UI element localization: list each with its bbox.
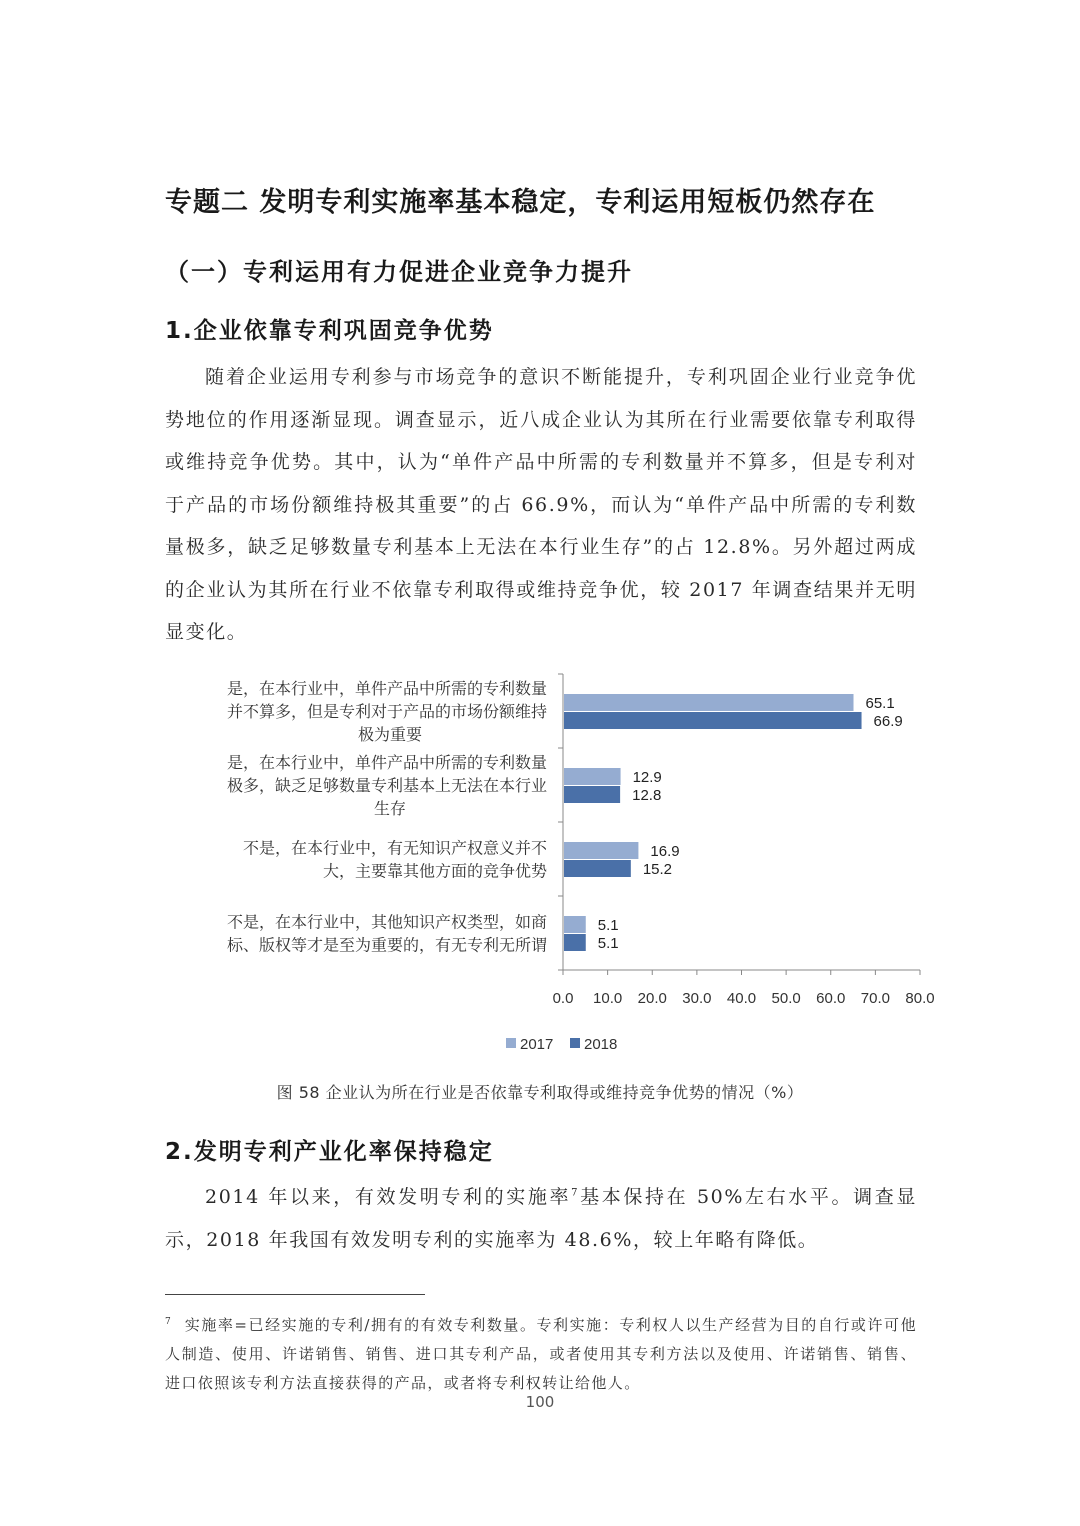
data-label: 15.2 xyxy=(642,861,673,878)
x-tick-label: 70.0 xyxy=(860,990,890,1007)
legend-label: 2017 xyxy=(520,1036,554,1053)
data-label: 5.1 xyxy=(597,935,619,952)
category-label: 不是，在本行业中，其他知识产权类型，如商 xyxy=(226,912,547,932)
bar-chart xyxy=(150,660,950,1060)
legend-swatch-2017 xyxy=(506,1038,516,1048)
footnote xyxy=(165,1308,917,1398)
category-label: 不是，在本行业中，有无知识产权意义并不 xyxy=(242,838,547,858)
subsection-heading-2: 2.发明专利产业化率保持稳定 xyxy=(165,1139,494,1165)
x-tick-label: 80.0 xyxy=(905,990,935,1007)
footnote-reference: 7 xyxy=(571,1187,580,1199)
paragraph-1: 随着企业运用专利参与市场竞争的意识不断能提升，专利巩固企业行业竞争优势地位的作用逐渐显现。调查显示，近八成企业认为其所在行业需要依靠专利取得或维持竞争优势。其中，认为“单件产品中所需的专利数量并不算多，但是专利对于产品的市场份额维持极其重要”的占 66.9%，而认为“单件产品中所需的专利数量极多，缺乏足够数量专利基本上无法在本行业生存”的占 12.8%。另外超过两成的企业认为其所在行业不依靠专利取得或维持竞争优，较 2017 年调查结果并无明显变化。 xyxy=(165,366,917,643)
data-label: 65.1 xyxy=(865,695,895,712)
category-label: 极为重要 xyxy=(357,725,423,744)
bar-2017 xyxy=(564,842,638,859)
bar-2018 xyxy=(564,934,586,951)
bar-2017 xyxy=(564,694,854,711)
topic-heading: 专题二 发明专利实施率基本稳定，专利运用短板仍然存在 xyxy=(165,187,876,218)
category-label: 生存 xyxy=(373,799,407,818)
legend-swatch-2018 xyxy=(570,1038,580,1048)
section-heading: （一）专利运用有力促进企业竞争力提升 xyxy=(165,258,633,286)
x-tick-label: 30.0 xyxy=(682,990,712,1007)
x-tick-label: 10.0 xyxy=(593,990,623,1007)
paragraph-2-part-1: 2014 年以来，有效发明专利的实施率 xyxy=(205,1186,572,1208)
chart-svg xyxy=(150,660,950,1060)
data-label: 12.8 xyxy=(632,787,662,804)
bar-2018 xyxy=(564,786,620,803)
x-tick-label: 0.0 xyxy=(552,990,574,1007)
category-label: 大，主要靠其他方面的竞争优势 xyxy=(322,861,547,881)
category-label: 标、版权等才是至为重要的，有无专利无所谓 xyxy=(226,935,547,955)
category-label: 是，在本行业中，单件产品中所需的专利数量 xyxy=(226,753,547,772)
data-label: 66.9 xyxy=(873,713,903,730)
category-label: 是，在本行业中，单件产品中所需的专利数量 xyxy=(226,679,547,698)
paragraph-2 xyxy=(165,1176,917,1261)
bar-2018 xyxy=(564,860,631,877)
x-tick-label: 20.0 xyxy=(637,990,667,1007)
x-tick-label: 50.0 xyxy=(771,990,801,1007)
x-tick-label: 40.0 xyxy=(726,990,757,1007)
bar-2017 xyxy=(564,916,586,933)
paragraph-2-part-2: 基本保持在 50%左右水平。调查显示，2018 年我国有效发明专利的实施率为 48.6%，较上年略有降低。 xyxy=(165,1186,917,1251)
subsection-heading-1: 1.企业依靠专利巩固竞争优势 xyxy=(165,318,494,344)
bar-2018 xyxy=(564,712,862,729)
x-tick-label: 60.0 xyxy=(816,990,846,1007)
bar-2017 xyxy=(564,768,621,785)
footnote-divider xyxy=(165,1294,425,1295)
category-label: 极多，缺乏足够数量专利基本上无法在本行业 xyxy=(226,776,547,795)
category-label: 并不算多，但是专利对于产品的市场份额维持 xyxy=(226,702,547,721)
data-label: 16.9 xyxy=(650,843,680,860)
footnote-mark: 7 xyxy=(165,1317,173,1327)
data-label: 5.1 xyxy=(597,917,619,934)
legend-label: 2018 xyxy=(584,1036,618,1053)
page-number: 100 xyxy=(525,1393,555,1411)
footnote-text: 实施率=已经实施的专利/拥有的有效专利数量。专利实施：专利权人以生产经营为目的自行或许可他人制造、使用、许诺销售、销售、进口其专利产品，或者使用其专利方法以及使用、许诺销售、销售、进口依照该专利方法直接获得的产品，或者将专利权转让给他人。 xyxy=(165,1316,917,1392)
data-label: 12.9 xyxy=(632,769,662,786)
figure-caption: 图 58 企业认为所在行业是否依靠专利取得或维持竞争优势的情况（%） xyxy=(276,1083,804,1102)
